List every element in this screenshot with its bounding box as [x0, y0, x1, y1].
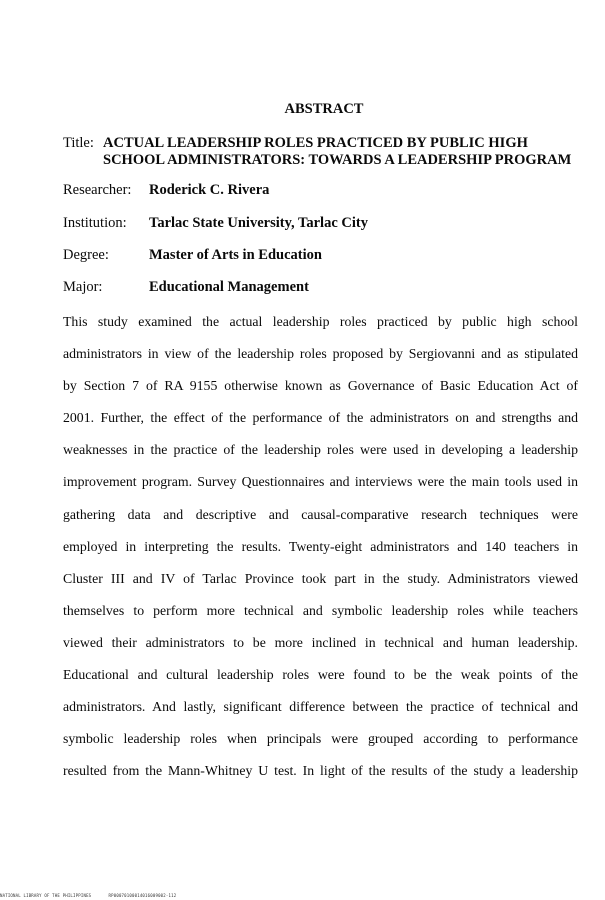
thesis-title — [103, 135, 583, 169]
title-label: Title: — [63, 135, 94, 151]
abstract-body — [63, 306, 578, 787]
abstract-line: weaknesses in the practice of the leadership roles were used in developing a leadership — [63, 442, 578, 458]
abstract-line: viewed their administrators to be more inclined in technical and human leadership. — [63, 634, 578, 650]
degree-value: Master of Arts in Education — [149, 247, 322, 263]
major-label: Major: — [63, 279, 103, 295]
abstract-line: themselves to perform more technical and symbolic leadership roles while teachers — [63, 602, 578, 618]
abstract-heading: ABSTRACT — [284, 101, 364, 117]
thesis-title-line: ACTUAL LEADERSHIP ROLES PRACTICED BY PUBLIC HIGH — [103, 135, 528, 151]
abstract-line: symbolic leadership roles when principals were grouped according to performance — [63, 731, 578, 747]
abstract-line: Educational and cultural leadership roles were found to be the weak points of the — [63, 667, 578, 683]
footer-library-name: NATIONAL LIBRARY OF THE PHILIPPINES — [0, 893, 92, 898]
abstract-line: Cluster III and IV of Tarlac Province took part in the study. Administrators viewed — [63, 570, 578, 586]
abstract-line: improvement program. Survey Questionnaires and interviews were the main tools used in — [63, 474, 578, 490]
abstract-line: administrators in view of the leadership roles proposed by Sergiovanni and as stipulated — [63, 346, 578, 362]
abstract-line: by Section 7 of RA 9155 otherwise known as Governance of Basic Education Act of — [63, 378, 578, 394]
institution-value: Tarlac State University, Tarlac City — [149, 215, 368, 231]
thesis-title-line: SCHOOL ADMINISTRATORS: TOWARDS A LEADERSHIP PROGRAM — [103, 152, 572, 168]
abstract-line: administrators. And lastly, significant difference between the practice of technical and — [63, 699, 578, 715]
scan-footer — [0, 893, 300, 898]
footer-document-code: RP00070100014016009002-112 — [108, 893, 177, 898]
researcher-label: Researcher: — [63, 182, 132, 198]
abstract-line: This study examined the actual leadership roles practiced by public high school — [63, 314, 578, 329]
abstract-line: 2001. Further, the effect of the performance of the administrators on and strengths and — [63, 410, 578, 426]
researcher-value: Roderick C. Rivera — [149, 182, 270, 198]
abstract-line: employed in interpreting the results. Twenty-eight administrators and 140 teachers in — [63, 538, 578, 554]
institution-label: Institution: — [63, 215, 127, 231]
abstract-line: gathering data and descriptive and causal-comparative research techniques were — [63, 506, 578, 522]
abstract-line: resulted from the Mann-Whitney U test. In light of the results of the study a leadership — [63, 763, 578, 779]
major-value: Educational Management — [149, 279, 309, 295]
degree-label: Degree: — [63, 247, 109, 263]
